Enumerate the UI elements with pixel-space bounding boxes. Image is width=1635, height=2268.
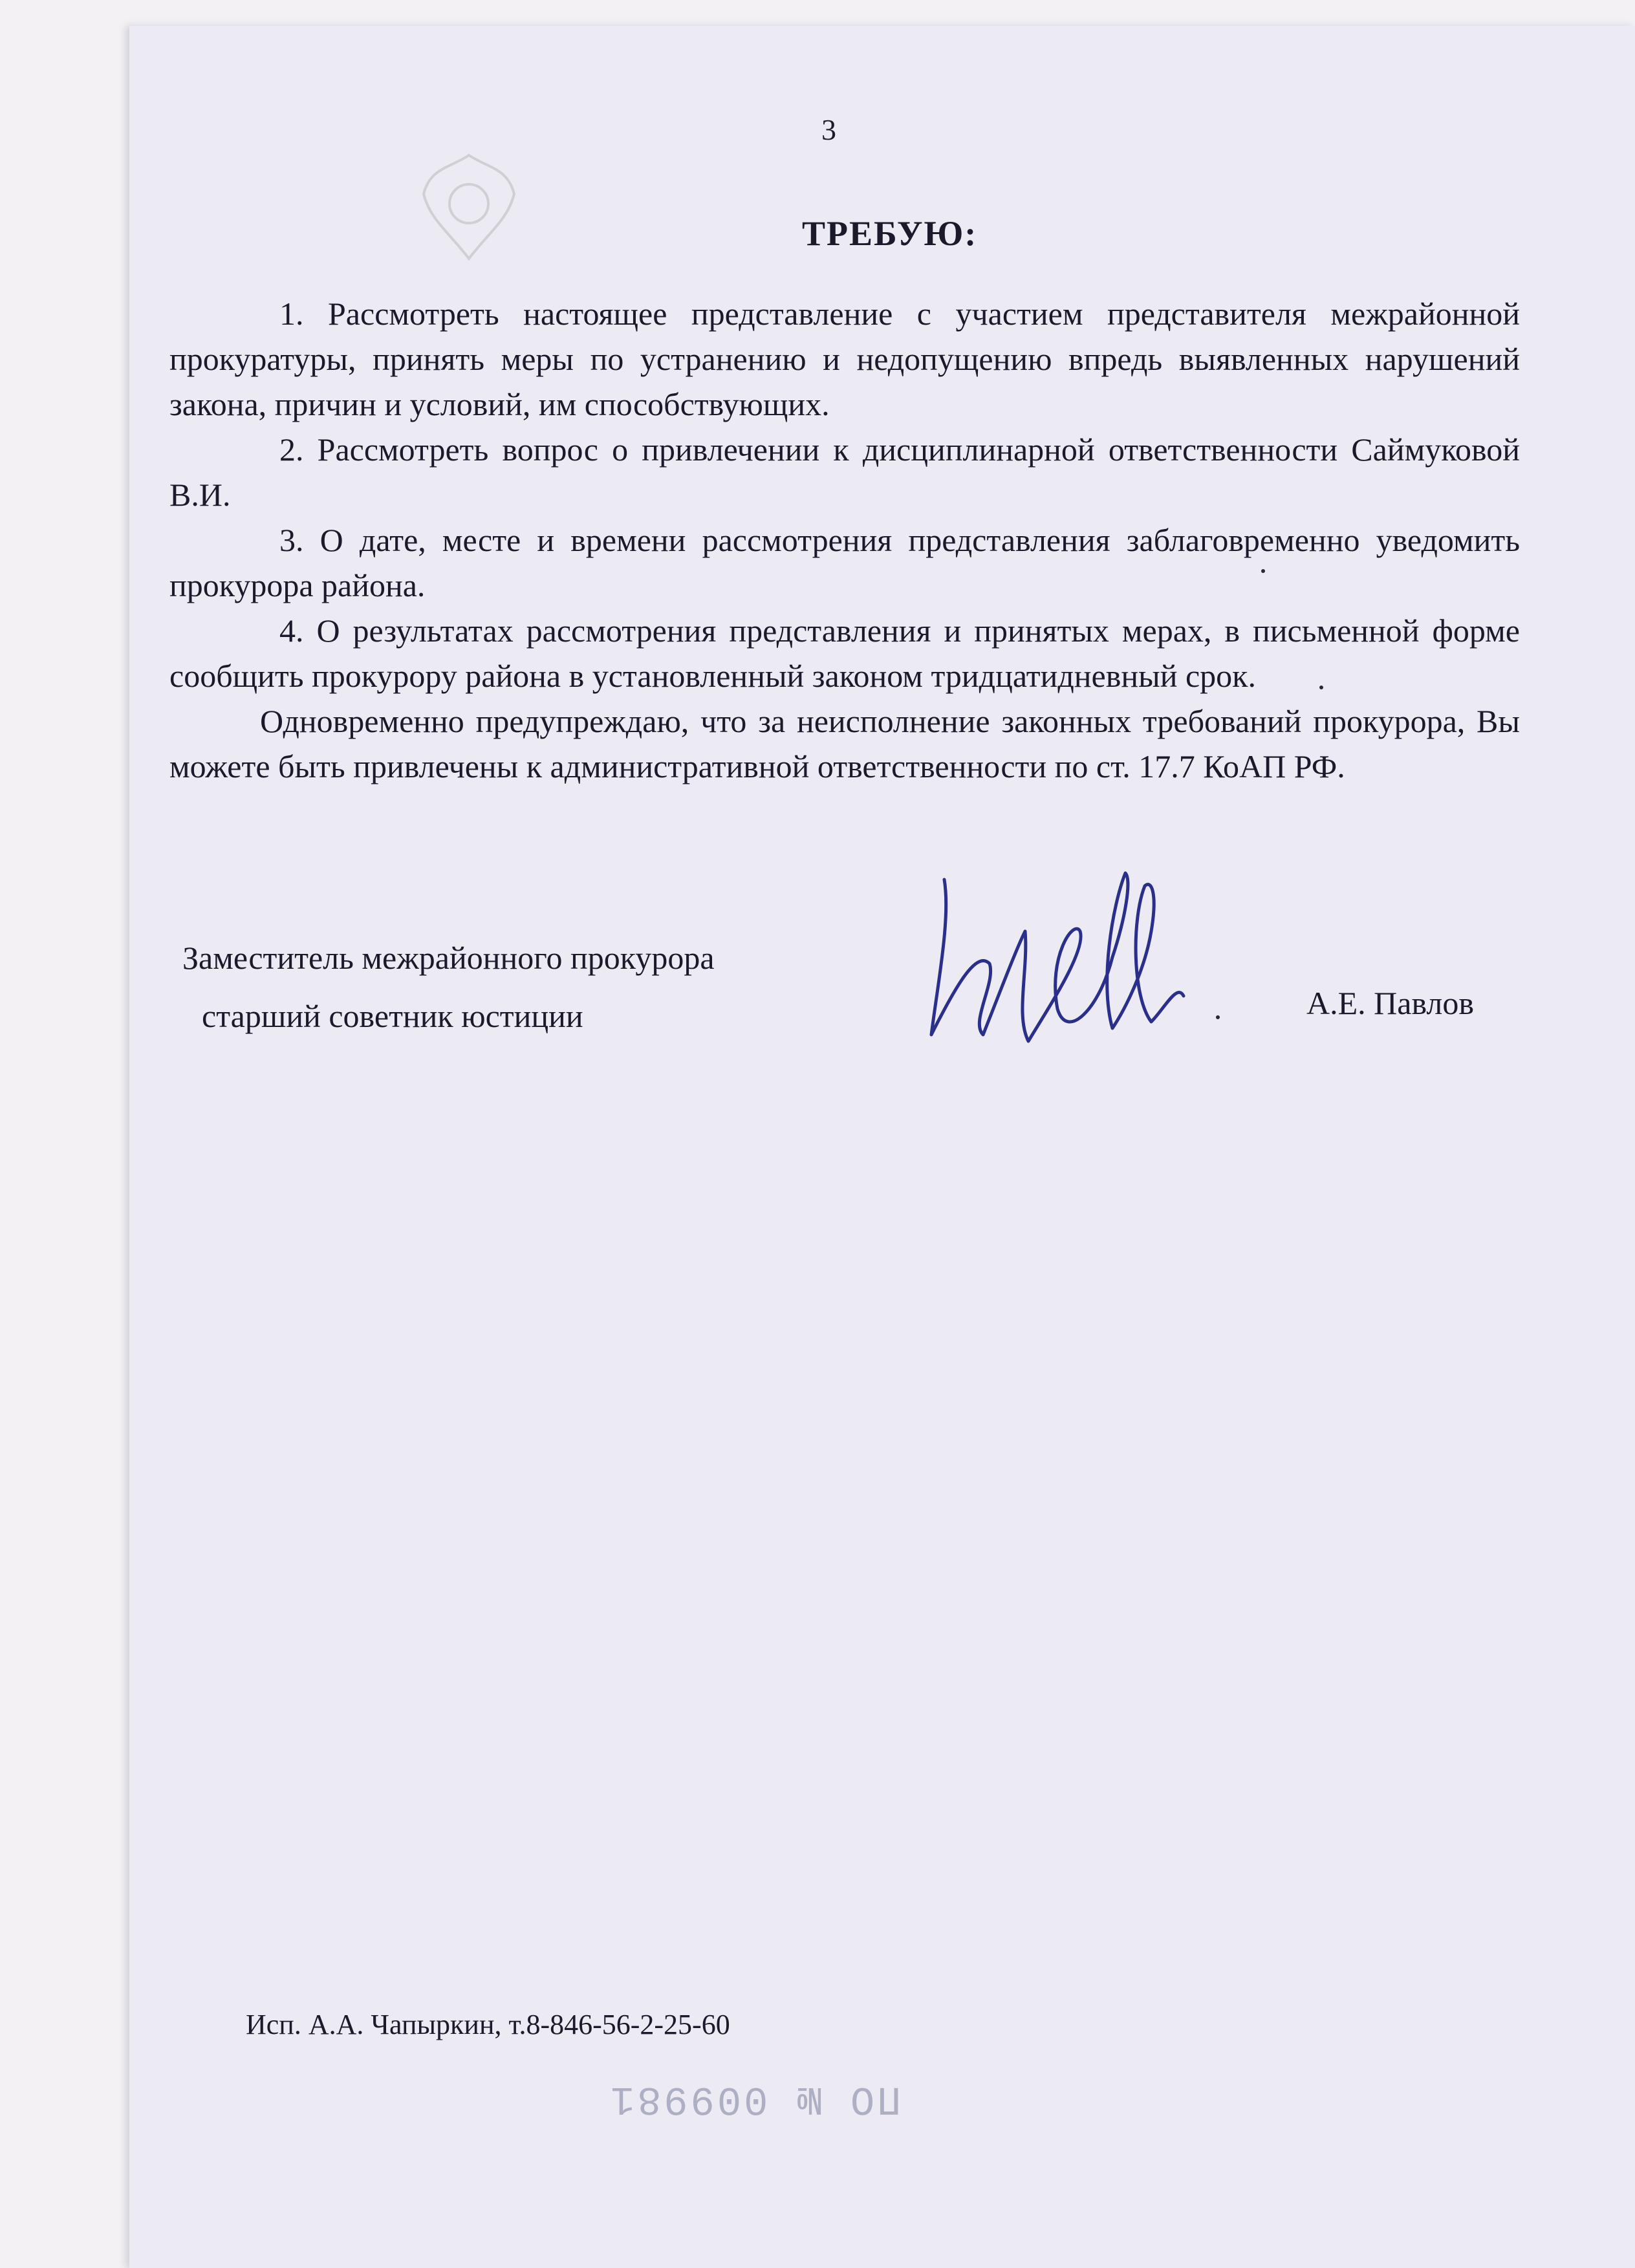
executor-contact: Исп. А.А. Чапыркин, т.8-846-56-2-25-60 — [246, 2009, 730, 2040]
demand-heading: ТРЕБУЮ: — [802, 214, 978, 253]
scan-speck — [1319, 686, 1323, 689]
form-serial-number: ПО № 009981 — [608, 2076, 902, 2122]
handwritten-signature — [918, 854, 1229, 1067]
demand-item-4: 4. О результатах рассмотрения представления и принятых мерах, в письменной форме сообщить прокурору района в установленный законом тридцатидневный срок. — [169, 612, 1520, 694]
demand-item-2: 2. Рассмотреть вопрос о привлечении к дисциплинарной ответственности Саймуковой В.И. — [169, 431, 1520, 513]
demands-body — [169, 291, 1520, 789]
signer-position: Заместитель межрайонного прокурора — [182, 940, 715, 976]
scan-speck — [1261, 569, 1265, 573]
reverse-side-bleedthrough — [175, 1164, 1520, 1436]
demand-item-1: 1. Рассмотреть настоящее представление с участием представителя межрайонной прокуратуры, принять меры по устранению и недопущению впредь выявленных нарушений закона, причин и условий, им способствующих. — [169, 296, 1520, 422]
demand-item-3: 3. О дате, месте и времени рассмотрения представления заблаговременно уведомить прокурора района. — [169, 522, 1520, 603]
warning-paragraph: Одновременно предупреждаю, что за неисполнение законных требований прокурора, Вы можете быть привлечены к административной ответственности по ст. 17.7 КоАП РФ. — [169, 703, 1520, 784]
signer-rank: старший советник юстиции — [202, 998, 583, 1034]
signer-name: А.Е. Павлов — [1306, 985, 1474, 1021]
document-page — [129, 26, 1635, 2268]
scan-speck — [1216, 1015, 1220, 1019]
emblem-watermark-icon — [404, 142, 534, 272]
page-number: 3 — [821, 113, 836, 146]
